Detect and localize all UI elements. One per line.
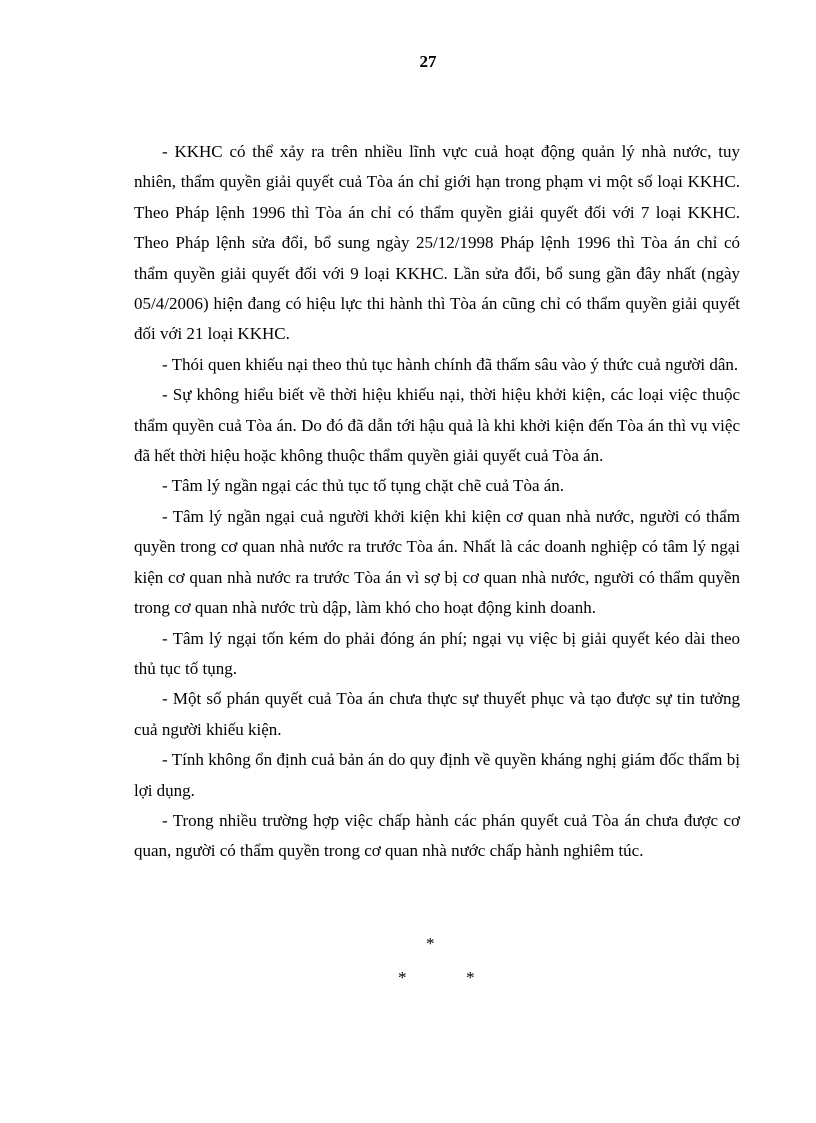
paragraph: - Tính không ổn định cuả bản án do quy định về quyền kháng nghị giám đốc thẩm bị lợi dụng. — [134, 750, 740, 800]
paragraph: - Tâm lý ngần ngại cuả người khởi kiện khi kiện cơ quan nhà nước, người có thẩm quyền trong cơ quan nhà nước ra trước Tòa án. Nhất là các doanh nghiệp có tâm lý ngại kiện cơ quan nhà nước ra trước Tòa án vì sợ bị cơ quan nhà nước, người có thẩm quyền trong cơ quan nhà nước trù dập, làm khó cho hoạt động kinh doanh. — [134, 506, 740, 618]
paragraph: - Tâm lý ngần ngại các thủ tục tố tụng chặt chẽ cuả Tòa án. — [162, 476, 565, 496]
paragraph: - Trong nhiều trường hợp việc chấp hành các phán quyết cuả Tòa án chưa được cơ quan, người có thẩm quyền trong cơ quan nhà nước chấp hành nghiêm túc. — [134, 810, 740, 861]
separator-star-top: * — [426, 934, 435, 953]
separator-star-left: * — [398, 968, 407, 987]
paragraph: - Tâm lý ngại tốn kém do phải đóng án phí; ngại vụ việc bị giải quyết kéo dài theo thủ tục tố tụng. — [134, 628, 740, 678]
document-body — [134, 137, 740, 867]
paragraph: - Sự không hiểu biết về thời hiệu khiếu nại, thời hiệu khởi kiện, các loại việc thuộc thẩm quyền cuả Tòa án. Do đó đã dẫn tới hậu quả là khi khởi kiện đến Tòa án thì vụ việc đã hết thời hiệu hoặc không thuộc thẩm quyền giải quyết cuả Tòa án. — [134, 385, 740, 466]
page-number: 27 — [419, 52, 437, 71]
paragraph: - Thói quen khiếu nại theo thủ tục hành chính đã thấm sâu vào ý thức cuả người dân. — [162, 354, 739, 374]
paragraph: - Một số phán quyết cuả Tòa án chưa thực sự thuyết phục và tạo được sự tin tưởng cuả người khiếu kiện. — [134, 689, 740, 739]
separator-star-right: * — [466, 968, 475, 987]
paragraph: - KKHC có thể xảy ra trên nhiều lĩnh vực cuả hoạt động quản lý nhà nước, tuy nhiên, thẩm quyền giải quyết cuả Tòa án chỉ giới hạn trong phạm vi một số loại KKHC. Theo Pháp lệnh 1996 thì Tòa án chỉ có thẩm quyền giải quyết đối với 7 loại KKHC. Theo Pháp lệnh sửa đổi, bổ sung ngày 25/12/1998 Pháp lệnh 1996 thì Tòa án chỉ có thẩm quyền giải quyết đối với 9 loại KKHC. Lần sửa đổi, bổ sung gần đây nhất (ngày 05/4/2006) hiện đang có hiệu lực thi hành thì Tòa án cũng chỉ có thẩm quyền giải quyết đối với 21 loại KKHC. — [134, 142, 740, 344]
